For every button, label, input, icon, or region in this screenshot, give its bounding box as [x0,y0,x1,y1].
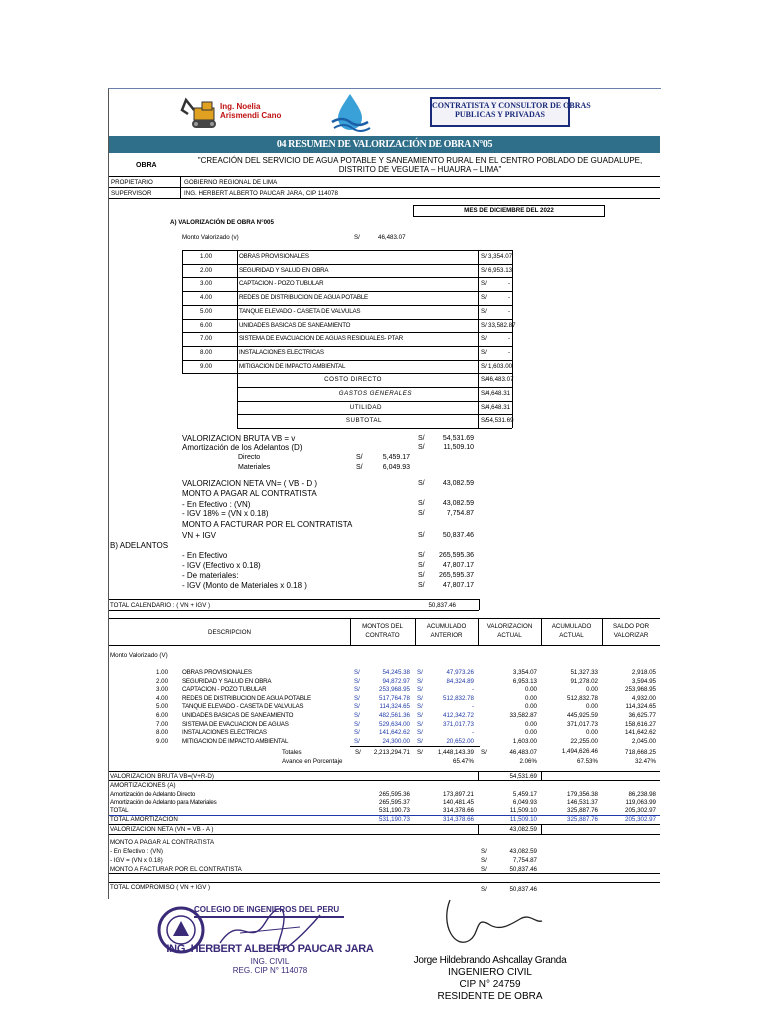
adelanto-value: 47,807.17 [442,562,474,569]
table-header-cell: ACUMULADO ACTUAL [551,623,592,639]
table-header-cell: SALDO POR VALORIZAR [612,623,650,639]
row-acumulado: 0.00 [585,703,598,711]
left-signature-block [150,895,390,1005]
row-acumulado: 512,832.78 [567,694,598,702]
adelanto-currency: S/ [418,552,425,559]
total-calendario-value: 50,837.46 [428,602,456,609]
efectivo-value: 43,082.59 [442,500,474,507]
engineer-logo-line2: Arismendi Cano [220,111,282,120]
items-row-border [182,319,512,320]
row-anterior-cur: S/ [417,669,423,676]
totales-c3: S/ [481,749,487,756]
monto-valorizado-value: 46,483.07 [378,234,406,241]
row-number: 3.00 [156,686,169,694]
total-amort-saldo: 205,302.97 [625,816,656,823]
subtotal-value: 46,483.07 [486,376,514,384]
amort-label: Amortización de los Adelantos (D) [182,443,303,452]
item-value: - [507,335,510,343]
row-actual: 0.00 [524,720,537,728]
table-vb-value: 54,531.69 [509,773,537,780]
directo-cur: S/ [356,454,363,461]
row-saldo: 141,642.62 [625,729,656,737]
row-acumulado: 51,327.33 [570,669,598,676]
row-anterior-cur: S/ [417,703,423,711]
row-description: MITIGACION DE IMPACTO AMBIENTAL [182,737,289,745]
table-header-cell: DESCRIPCION [208,629,251,636]
materiales-label: Materiales [238,464,271,471]
totales-contrato: 2,213,294.71 [373,749,410,756]
item-currency: S/ [481,348,487,356]
avance-actual: 2.06% [519,758,537,765]
table-igv-cur: S/ [481,857,487,864]
row-acumulado: 91,278.02 [570,677,598,685]
company-box [430,97,591,127]
compromiso-value: 50,837.46 [509,886,537,893]
item-currency: S/ [481,294,487,302]
vb-cur: S/ [418,435,425,442]
amort-row-contrato: 265,595.37 [379,799,410,806]
item-value: 33,582.87 [488,321,516,329]
row-contrato-cur: S/ [354,686,360,694]
adelanto-value: 265,595.36 [438,552,474,559]
row-contrato: 94,872.97 [382,677,410,685]
table-efectivo-label: - En Efectivo : (VN) [110,848,163,855]
items-row-border [182,346,512,347]
subtotal-row-border [237,414,512,415]
row-number: 9.00 [156,737,169,745]
item-number: 3.00 [200,280,213,288]
item-description: TANQUE ELEVADO - CASETA DE VALVULAS [239,307,361,315]
item-value: - [507,348,510,356]
vb-value: 54,531.69 [442,435,474,442]
amort-row-anterior: 314,378.66 [443,807,474,814]
table-monto-label: Monto Valorizado (V) [110,652,168,659]
item-description: INSTALACIONES ELECTRICAS [239,348,324,356]
items-row-border [182,332,512,333]
item-description: MITIGACION DE IMPACTO AMBIENTAL [239,362,346,370]
total-amort-contrato: 531,190.73 [379,816,410,823]
engineer-logo-line1: Ing. Noelia [220,102,261,111]
row-actual: 0.00 [524,703,537,711]
avance-saldo: 32.47% [635,758,656,765]
row-description: UNIDADES BASICAS DE SANEAMIENTO [182,712,294,719]
efectivo-label: - En Efectivo : (VN) [182,500,251,509]
row-contrato: 54,245.38 [382,669,410,676]
supervisor-value: ING. HERBERT ALBERTO PAUCAR JARA, CIP 114078 [184,190,338,197]
row-contrato-cur: S/ [354,703,360,711]
igv-value: 7,754.87 [446,510,474,517]
row-anterior: 84,324.89 [446,677,474,685]
item-number: 6.00 [200,321,213,329]
row-description: SISTEMA DE EVACUACION DE AGUAS [182,720,289,728]
subtotal-value: 4,648.31 [486,403,511,411]
row-saldo: 158,616.27 [625,720,656,728]
items-left-border [182,250,183,373]
row-number: 4.00 [156,694,169,702]
item-value: - [507,294,510,302]
table-pagar-label: MONTO A PAGAR AL CONTRATISTA [110,839,215,846]
title-banner [109,136,660,153]
subtotal-value: 4,648.31 [486,390,511,397]
table-vb-label: VALORIZACION BRUTA VB=(V+R-D) [110,773,214,780]
subtotal-label: SUBTOTAL [345,417,382,425]
items-row-border [182,305,512,306]
row-contrato: 529,634.00 [379,720,410,728]
facturar-label: MONTO A FACTURAR POR EL CONTRATISTA [182,520,353,529]
item-description: SISTEMA DE EVACUACION DE AGUAS RESIDUALES- PTAR [239,335,404,343]
subtotal-row-border [237,401,512,402]
table-igv-value: 7,754.87 [512,857,537,864]
row-actual: 6,953.13 [512,677,537,685]
row-actual: 0.00 [524,694,537,702]
amort-value: 11,509.10 [443,444,474,451]
row-contrato-cur: S/ [354,729,360,737]
right-signer-cip: CIP N° 24759 [459,979,521,990]
subtotal-label: COSTO DIRECTO [324,376,382,384]
row-anterior: 512,832.78 [443,694,474,702]
total-amort-actual: 11,509.10 [509,816,537,823]
amort-row-label: TOTAL [110,807,129,814]
supervisor-label: SUPERVISOR [111,190,152,197]
compromiso-cur: S/ [481,886,487,893]
row-anterior: 371,017.73 [443,720,474,728]
row-acumulado: 0.00 [585,686,598,694]
section-a-title: A) VALORIZACIÓN DE OBRA N°005 [170,219,274,226]
totales-saldo: 718,668.25 [625,749,656,756]
item-currency: S/ [481,335,487,343]
row-anterior: 47,973.26 [446,669,474,676]
totales-label: Totales [282,749,302,756]
amort-row-label: Amortización de Adelanto para Materiales [110,799,217,806]
row-anterior-cur: S/ [417,677,423,685]
row-number: 7.00 [156,720,169,728]
row-anterior-cur: S/ [417,729,423,737]
company-line2: PUBLICAS Y PRIVADAS [455,110,545,119]
left-signer-reg: REG. CIP N° 114078 [232,966,308,975]
subtotal-row-border [237,428,512,429]
amort-row-contrato: 265,595.36 [379,791,410,798]
item-currency: S/ [481,266,487,274]
item-description: OBRAS PROVISIONALES [239,253,309,260]
row-saldo: 114,324.65 [625,703,656,711]
row-anterior-cur: S/ [417,712,423,719]
items-top-border [182,250,512,251]
subtotal-label: GASTOS GENERALES [338,390,412,397]
item-number: 7.00 [200,335,213,343]
vb-label: VALORIZACION BRUTA VB = v [182,434,296,443]
adelanto-label: - En Efectivo [182,551,228,560]
totales-c2: S/ [417,749,423,756]
compromiso-label: TOTAL COMPROMISO ( VN + IGV ) [110,884,211,891]
row-saldo: 36,625.77 [628,712,656,719]
table-vn-value: 43,082.59 [509,826,537,833]
avance-label: Avance en Porcentaje [282,758,343,765]
engineer-logo [180,94,282,134]
row-actual: 3,354.07 [512,669,537,676]
item-number: 4.00 [200,294,213,302]
table-facturar-label: MONTO A FACTURAR POR EL CONTRATISTA [110,866,242,873]
amort-row-acumulado: 179,356.38 [567,791,598,798]
row-saldo: 3,594.95 [631,677,656,685]
row-actual: 0.00 [524,729,537,737]
company-line1: CONTRATISTA Y CONSULTOR DE OBRAS [432,101,591,110]
item-number: 5.00 [200,307,213,315]
row-saldo: 2,918.05 [631,669,656,676]
row-anterior: 20,652.00 [446,737,474,745]
amort-row-acumulado: 146,531.37 [567,799,598,806]
row-number: 5.00 [156,703,169,711]
materiales-value: 6,049.93 [382,464,410,471]
row-contrato: 253,968.95 [379,686,410,694]
right-signature-block [395,895,585,1005]
obra-label: OBRA [136,162,157,169]
amort-row-saldo: 205,302.97 [625,807,656,814]
igv-label: - IGV 18% = (VN x 0.18) [182,509,269,518]
adelanto-currency: S/ [418,562,425,569]
amort-row-saldo: 119,063.99 [625,799,656,806]
table-vn-label: VALORIZACION NETA (VN = VB - A ) [110,826,214,833]
item-description: CAPTACION - POZO TUBULAR [239,280,324,288]
row-contrato: 517,764.78 [379,694,410,702]
amortizaciones-label: AMORTIZACIONES (A) [110,782,176,789]
directo-label: Directo [238,454,261,461]
row-actual: 33,582.87 [509,712,537,719]
igv-cur: S/ [418,510,425,517]
row-contrato: 141,642.62 [379,729,410,737]
item-currency: S/ [481,362,487,370]
subtotal-value: 54,531.69 [486,417,514,425]
row-saldo: 4,932.00 [631,694,656,702]
subtotal-row-border [237,387,512,388]
item-currency: S/ [481,321,487,329]
right-signer-name: Jorge Hildebrando Ashcallay Granda [413,955,567,966]
row-contrato-cur: S/ [354,737,360,745]
items-right-border [512,250,513,428]
totales-actual: 46,483.07 [509,749,537,756]
adelanto-label: - IGV (Monto de Materiales x 0.18 ) [182,581,307,590]
item-value: 6,953.13 [488,266,513,274]
right-signature-scribble [430,895,550,955]
row-contrato-cur: S/ [354,720,360,728]
row-description: TANQUE ELEVADO - CASETA DE VALVULAS [182,703,304,711]
row-actual: 0.00 [524,686,537,694]
row-description: REDES DE DISTRIBUCION DE AGUA POTABLE [182,694,311,702]
subtotal-currency: S/ [481,390,487,397]
table-header-cell: ACUMULADO ANTERIOR [426,623,467,639]
monto-valorizado-cur: S/ [354,234,360,241]
adelanto-label: - De materiales: [182,571,239,580]
subtotal-currency: S/ [481,417,487,425]
excavator-icon [180,96,222,132]
row-contrato: 114,324.65 [379,703,410,711]
subtotal-currency: S/ [481,376,487,384]
amort-row-anterior: 173,897.21 [443,791,474,798]
item-value: - [507,307,510,315]
items-row-border [182,360,512,361]
totales-anterior: 1,448,143.39 [437,749,474,756]
row-anterior: - [471,729,474,737]
adelanto-currency: S/ [418,582,425,589]
item-currency: S/ [481,253,487,260]
subtotal-currency: S/ [481,403,487,411]
efectivo-cur: S/ [418,500,425,507]
item-number: 9.00 [200,362,213,370]
items-row-border [182,264,512,265]
row-contrato: 482,561.36 [379,712,410,719]
pagar-label: MONTO A PAGAR AL CONTRATISTA [182,489,317,498]
row-contrato-cur: S/ [354,694,360,702]
propietario-label: PROPIETARIO [111,179,153,186]
total-amort-acumulado: 325,887.76 [567,816,598,823]
amort-row-actual: 11,509.10 [509,807,537,814]
vn-igv-value: 50,837.46 [442,532,474,539]
amort-cur: S/ [418,444,425,451]
obra-text-2: DISTRITO DE VEGUETA – HUAURA – LIMA" [338,165,502,174]
row-anterior: - [471,703,474,711]
row-description: CAPTACION - POZO TUBULAR [182,686,267,694]
row-acumulado: 371,017.73 [567,720,598,728]
amort-row-actual: 5,459.17 [512,791,537,798]
row-anterior-cur: S/ [417,720,423,728]
left-seal-text: COLEGIO DE INGENIEROS DEL PERU [194,905,340,914]
amort-row-acumulado: 325,887.76 [567,807,598,814]
amort-row-saldo: 86,238.98 [628,791,656,798]
avance-acumulado: 67.53% [577,758,598,765]
totales-c1: S/ [355,749,361,756]
row-anterior-cur: S/ [417,686,423,694]
table-efectivo-cur: S/ [481,848,487,855]
row-anterior-cur: S/ [417,694,423,702]
row-description: SEGURIDAD Y SALUD EN OBRA [182,677,272,685]
item-number: 8.00 [200,348,213,356]
propietario-value: GOBIERNO REGIONAL DE LIMA [184,179,278,186]
amort-row-label: Amortización de Adelanto Directo [110,791,196,798]
item-currency: S/ [481,280,487,288]
obra-text-1: "CREACIÓN DEL SERVICIO DE AGUA POTABLE Y SANEAMIENTO RURAL EN EL CENTRO POBLADO DE GUADALUPE, [197,156,643,165]
item-description: REDES DE DISTRIBUCION DE AGUA POTABLE [239,294,368,302]
adelanto-currency: S/ [418,572,425,579]
section-b-title: B) ADELANTOS [110,541,169,550]
vn-value: 43,082.59 [442,480,474,487]
amort-row-actual: 6,049.93 [512,799,537,806]
row-anterior: - [471,686,474,694]
total-amort-anterior: 314,378.66 [443,816,474,823]
adelanto-value: 265,595.37 [438,572,474,579]
row-number: 2.00 [156,677,169,685]
items-row-border [182,291,512,292]
avance-anterior: 65.47% [453,758,474,765]
row-anterior-cur: S/ [417,737,423,745]
table-igv-label: - IGV = (VN x 0.18) [110,857,163,864]
row-contrato: 24,300.00 [382,737,410,745]
item-value: 1,603.00 [488,362,513,370]
row-saldo: 253,968.95 [625,686,656,694]
item-description: UNIDADES BASICAS DE SANEAMIENTO [239,321,351,329]
table-facturar-value: 50,837.46 [509,866,537,873]
amort-row-anterior: 140,481.45 [443,799,474,806]
subtotal-label: UTILIDAD [349,403,382,411]
left-signer-title: ING. CIVIL [250,957,290,966]
table-header-cell: MONTOS DEL CONTRATO [362,623,403,639]
table-facturar-cur: S/ [481,866,487,873]
row-contrato-cur: S/ [354,669,360,676]
materiales-cur: S/ [356,464,363,471]
item-value: 3,354.07 [488,253,513,260]
item-currency: S/ [481,307,487,315]
row-acumulado: 445,925.59 [567,712,598,719]
items-row-border [182,373,512,374]
item-value: - [507,280,510,288]
adelanto-label: - IGV (Efectivo x 0.18) [182,561,261,570]
amort-row-contrato: 531,190.73 [379,807,410,814]
row-actual: 1,603.00 [512,737,537,745]
total-calendario-label: TOTAL CALENDARIO : ( VN + IGV ) [110,602,211,609]
directo-value: 5,459.17 [382,454,410,461]
total-amort-label: TOTAL AMORTIZACION [110,816,178,823]
items-row-border [182,277,512,278]
adelanto-value: 47,807.17 [442,582,474,589]
water-drop-icon [328,92,372,132]
row-anterior: 412,342.72 [443,712,474,719]
row-number: 1.00 [156,669,169,676]
vn-igv-label: VN + IGV [182,531,217,540]
totales-acumulado: 1,494,626.46 [561,748,598,755]
table-efectivo-value: 43,082.59 [509,848,537,855]
item-number: 2.00 [200,266,213,274]
right-signer-title: INGENIERO CIVIL [448,967,532,978]
vn-label: VALORIZACION NETA VN= ( VB - D ) [182,479,318,488]
row-number: 8.00 [156,729,169,737]
monto-valorizado-label: Monto Valorizado (v) [182,234,239,241]
row-contrato-cur: S/ [354,712,360,719]
row-contrato-cur: S/ [354,677,360,685]
row-number: 6.00 [156,712,169,719]
banner-title: 04 RESUMEN DE VALORIZACIÓN DE OBRA N°05 [276,139,493,150]
row-acumulado: 0.00 [585,729,598,737]
row-acumulado: 22,255.00 [570,737,598,745]
table-header-cell: VALORIZACION ACTUAL [486,623,533,639]
row-description: INSTALACIONES ELECTRICAS [182,729,267,737]
vn-igv-cur: S/ [418,532,425,539]
row-description: OBRAS PROVISIONALES [182,669,252,676]
row-saldo: 2,045.00 [631,737,656,745]
item-number: 1.00 [200,253,213,260]
vn-cur: S/ [418,480,425,487]
item-description: SEGURIDAD Y SALUD EN OBRA [239,266,329,274]
right-signer-role: RESIDENTE DE OBRA [437,991,543,1002]
left-signer-name: ING. HERBERT ALBERTO PAUCAR JARA [166,943,374,955]
month-box: MES DE DICIEMBRE DEL 2022 [413,205,605,217]
